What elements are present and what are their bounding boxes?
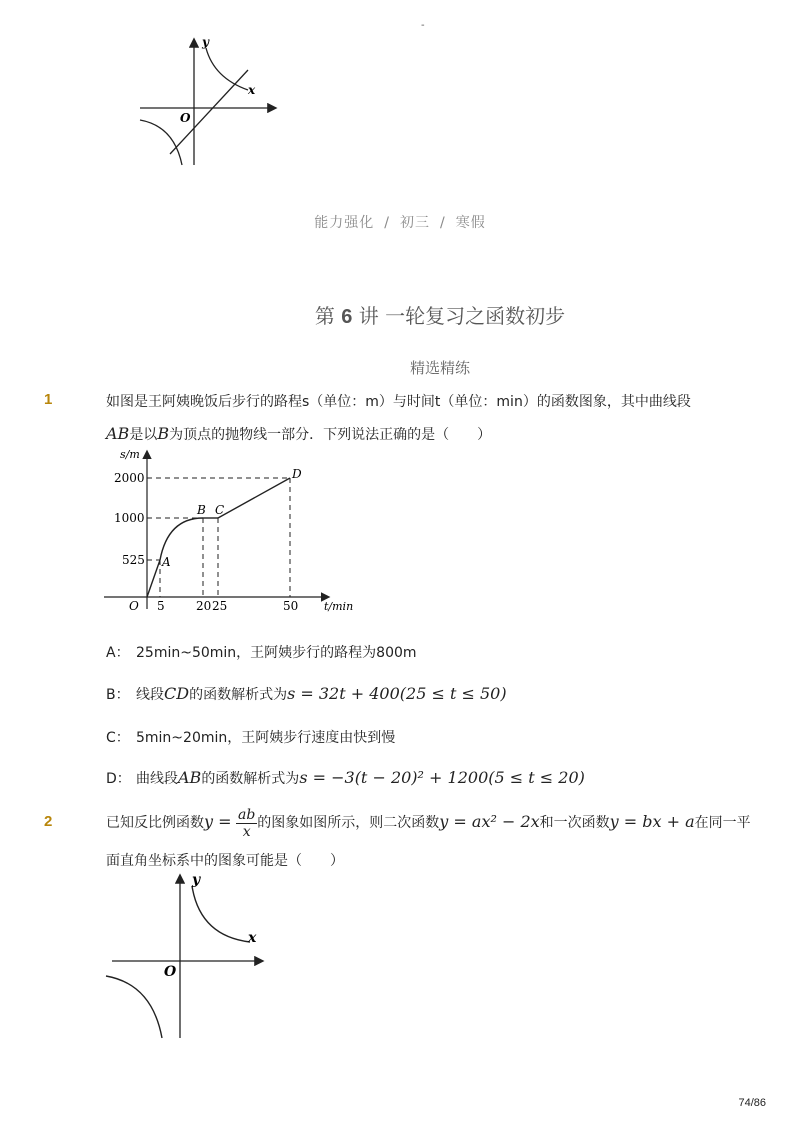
linear-function: y = bx + a: [609, 812, 695, 831]
q1-distance-time-chart: [100, 444, 370, 618]
crumb-2: 初三: [400, 215, 430, 231]
crumb-separator: /: [440, 215, 446, 231]
section-title: 精选精练: [409, 359, 470, 377]
point-c-label: C: [215, 503, 225, 517]
question-number-2: 2: [44, 813, 53, 830]
x-axis-label: t/min: [324, 600, 354, 613]
origin-label: O: [180, 111, 191, 125]
y-axis-label: y: [202, 35, 209, 49]
y-axis-label: s/m: [120, 448, 140, 461]
q1-option-a[interactable]: A： 25min~50min，王阿姨步行的路程为800m: [106, 645, 417, 661]
point-a-label: A: [162, 555, 171, 569]
q2-line1: 已知反比例函数y = $\frac{ab}{x}$ 的图象如图所示，则二次函数y = ax² − 2x和一次函数y = bx + a在同一平: [106, 806, 751, 840]
segment-cd: [218, 478, 290, 518]
q1-option-c[interactable]: C： 5min~20min，王阿姨步行速度由快到慢: [106, 730, 396, 746]
lecture-title: 第 6 讲 一轮复习之函数初步: [314, 304, 566, 328]
course-breadcrumb: [0, 212, 800, 232]
x-axis-label: x: [248, 930, 257, 946]
point-b-label: B: [197, 503, 206, 517]
crumb-3: 寒假: [455, 215, 486, 231]
segment-oa: [147, 560, 160, 597]
q1-option-b[interactable]: B： 线段CD的函数解析式为s = 32t + 400(25 ≤ t ≤ 50): [106, 684, 507, 703]
segment-cd: CD: [164, 684, 190, 703]
page-number: 74/86: [738, 1097, 766, 1109]
q1-line1: 如图是王阿姨晚饭后步行的路程s（单位：m）与时间t（单位：min）的函数图象，其中曲线段: [106, 394, 691, 410]
q1-line2: AB是以B为顶点的抛物线一部分．下列说法正确的是（ ）: [106, 424, 492, 443]
q1-option-d[interactable]: D： 曲线段AB的函数解析式为s = −3(t − 20)² + 1200(5 ≤ t ≤ 20): [106, 768, 585, 787]
crumb-1: 能力强化: [314, 215, 375, 231]
fraction-ab-over-x: $\frac{ab}{x}$: [237, 806, 256, 840]
question-number-1: 1: [44, 391, 53, 408]
y-axis-label: y: [192, 872, 201, 888]
hyperbola-third-quadrant-branch: [106, 976, 162, 1038]
x-tick-5: 5: [157, 599, 165, 613]
x-axis-label: x: [248, 83, 256, 97]
x-tick-25: 25: [212, 599, 228, 613]
top-hyperbola-line-figure: [130, 30, 290, 180]
lecture-number: 6: [341, 306, 353, 328]
x-tick-20: 20: [196, 599, 212, 613]
point-d-label: D: [292, 467, 302, 481]
x-tick-50: 50: [283, 599, 299, 613]
top-mark: -: [421, 20, 425, 31]
segment-ab: AB: [106, 424, 130, 443]
hyperbola-lower-branch: [140, 120, 182, 165]
y-tick-525: 525: [122, 553, 145, 567]
formula-ab: s = −3(t − 20)² + 1200(5 ≤ t ≤ 20): [299, 768, 585, 787]
curve-ab: [160, 518, 203, 560]
hyperbola-upper-branch: [206, 48, 248, 90]
segment-ab: AB: [178, 768, 202, 787]
y-tick-1000: 1000: [114, 511, 145, 525]
vertex-b: B: [157, 424, 170, 443]
q2-line2: 面直角坐标系中的图象可能是（ ）: [106, 853, 344, 869]
q2-hyperbola-figure: [100, 866, 280, 1046]
crumb-separator: /: [384, 215, 390, 231]
y-tick-2000: 2000: [114, 471, 145, 485]
quadratic-function: y = ax² − 2x: [439, 812, 540, 831]
origin-label: O: [164, 964, 177, 980]
formula-cd: s = 32t + 400(25 ≤ t ≤ 50): [287, 684, 507, 703]
origin-label: O: [129, 599, 139, 613]
hyperbola-first-quadrant-branch: [192, 886, 250, 942]
